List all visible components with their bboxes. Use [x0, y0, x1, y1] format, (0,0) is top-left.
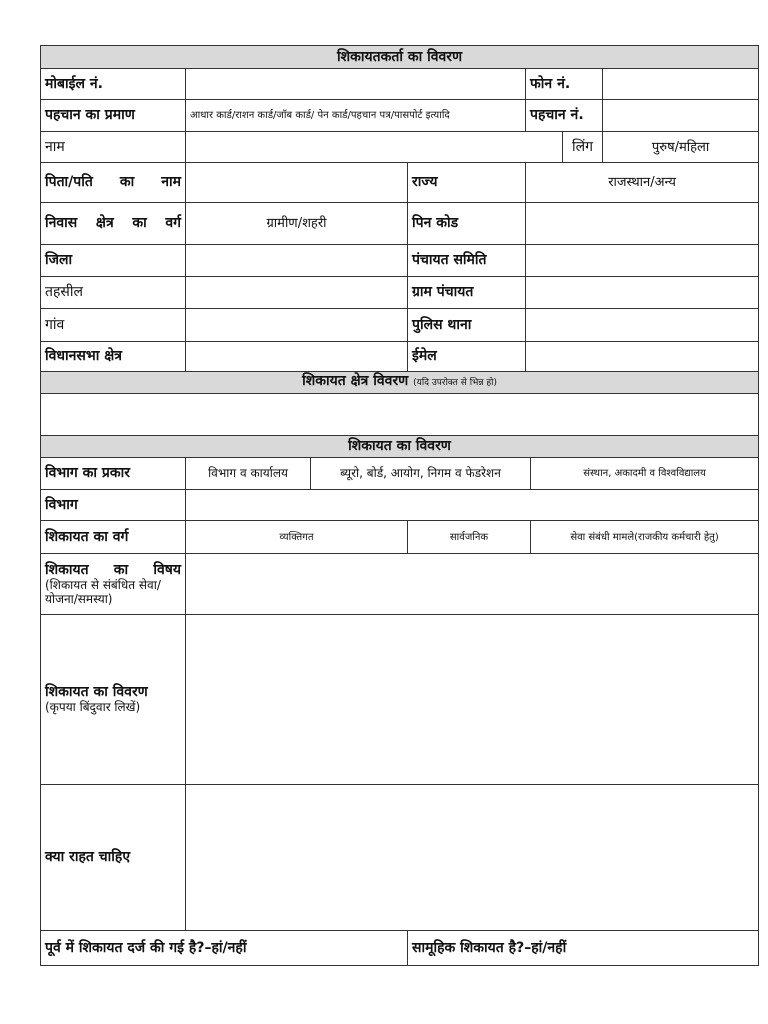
relief-field[interactable] — [186, 785, 759, 931]
relief-label: क्या राहत चाहिए — [41, 785, 186, 931]
complaint-details-title: शिकायत का विवरण — [348, 438, 451, 454]
id-number-field[interactable] — [603, 100, 759, 132]
complaint-details-header — [41, 436, 759, 458]
category-label: शिकायत का वर्ग — [41, 521, 186, 554]
area-field[interactable] — [186, 203, 408, 245]
department-field[interactable] — [186, 490, 759, 521]
name-label: नाम — [41, 132, 186, 163]
pin-label: पिन कोड — [408, 203, 526, 245]
area-label: निवास क्षेत्र का वर्ग — [41, 203, 186, 245]
department-label: विभाग — [41, 490, 186, 521]
father-name-field[interactable] — [186, 163, 408, 203]
collective-complaint-question[interactable]: सामूहिक शिकायत है?–हां/नहीं — [408, 931, 759, 966]
tehsil-label: तहसील — [41, 277, 186, 309]
subject-label-cell — [41, 554, 186, 615]
category-option-personal[interactable]: व्यक्तिगत — [186, 521, 408, 554]
details-label: शिकायत का विवरण — [45, 684, 148, 700]
district-label: जिला — [41, 245, 186, 277]
subject-label: शिकायत का विषय — [45, 561, 181, 578]
id-number-label: पहचान नं. — [526, 100, 603, 132]
gram-panchayat-label: ग्राम पंचायत — [408, 277, 526, 309]
phone-field[interactable] — [603, 69, 759, 100]
state-label: राज्य — [408, 163, 526, 203]
dept-type-option-department[interactable]: विभाग व कार्यालय — [186, 458, 311, 490]
pin-field[interactable] — [526, 203, 759, 245]
email-label: ईमेल — [408, 342, 526, 372]
subject-sublabel: (शिकायत से संबंधित सेवा/योजना/समस्या) — [45, 577, 161, 606]
phone-label: फोन नं. — [526, 69, 603, 100]
gender-field[interactable] — [603, 132, 759, 163]
complaint-area-title: शिकायत क्षेत्र विवरण — [302, 373, 409, 389]
police-station-field[interactable] — [526, 309, 759, 342]
id-proof-options: आधार कार्ड/राशन कार्ड/जॉब कार्ड/ पेन कार्ड/पहचान पत्र/पासपोर्ट इत्यादि — [190, 109, 450, 121]
details-label-cell — [41, 615, 186, 785]
complaint-area-field[interactable] — [41, 394, 759, 436]
mobile-field[interactable] — [186, 69, 526, 100]
district-field[interactable] — [186, 245, 408, 277]
assembly-field[interactable] — [186, 342, 408, 372]
id-proof-field[interactable] — [186, 100, 526, 132]
complainant-details-header — [41, 46, 759, 69]
gram-panchayat-field[interactable] — [526, 277, 759, 309]
state-field[interactable] — [526, 163, 759, 203]
dept-type-option-bureau[interactable]: ब्यूरो, बोर्ड, आयोग, निगम व फेडरेशन — [311, 458, 531, 490]
state-options: राजस्थान/अन्य — [608, 175, 676, 190]
category-option-public[interactable]: सार्वजनिक — [408, 521, 531, 554]
father-name-label: पिता/पति का नाम — [41, 163, 186, 203]
complaint-area-header — [41, 372, 759, 394]
subject-field[interactable] — [186, 554, 759, 615]
tehsil-field[interactable] — [186, 277, 408, 309]
complaint-form — [40, 45, 758, 966]
details-field[interactable] — [186, 615, 759, 785]
dept-type-label: विभाग का प्रकार — [41, 458, 186, 490]
complaint-form-table — [40, 45, 759, 966]
dept-type-option-institute[interactable]: संस्थान, अकादमी व विश्वविद्यालय — [531, 458, 759, 490]
mobile-label: मोबाईल नं. — [41, 69, 186, 100]
village-label: गांव — [41, 309, 186, 342]
area-options: ग्रामीण/शहरी — [266, 216, 327, 231]
panchayat-samiti-field[interactable] — [526, 245, 759, 277]
village-field[interactable] — [186, 309, 408, 342]
gender-options: पुरुष/महिला — [651, 139, 710, 155]
category-option-service[interactable]: सेवा संबंधी मामले(राजकीय कर्मचारी हेतु) — [531, 521, 759, 554]
panchayat-samiti-label: पंचायत समिति — [408, 245, 526, 277]
complainant-details-title: शिकायतकर्ता का विवरण — [336, 48, 463, 65]
id-proof-label: पहचान का प्रमाण — [41, 100, 186, 132]
assembly-label: विधानसभा क्षेत्र — [41, 342, 186, 372]
details-sublabel: (कृपया बिंदुवार लिखें) — [45, 700, 141, 714]
gender-label: लिंग — [563, 132, 603, 163]
police-station-label: पुलिस थाना — [408, 309, 526, 342]
prior-complaint-question[interactable]: पूर्व में शिकायत दर्ज की गई है?–हां/नहीं — [41, 931, 408, 966]
complaint-area-note: (यदि उपरोक्त से भिन्न हो) — [413, 378, 497, 388]
email-field[interactable] — [526, 342, 759, 372]
name-field[interactable] — [186, 132, 563, 163]
